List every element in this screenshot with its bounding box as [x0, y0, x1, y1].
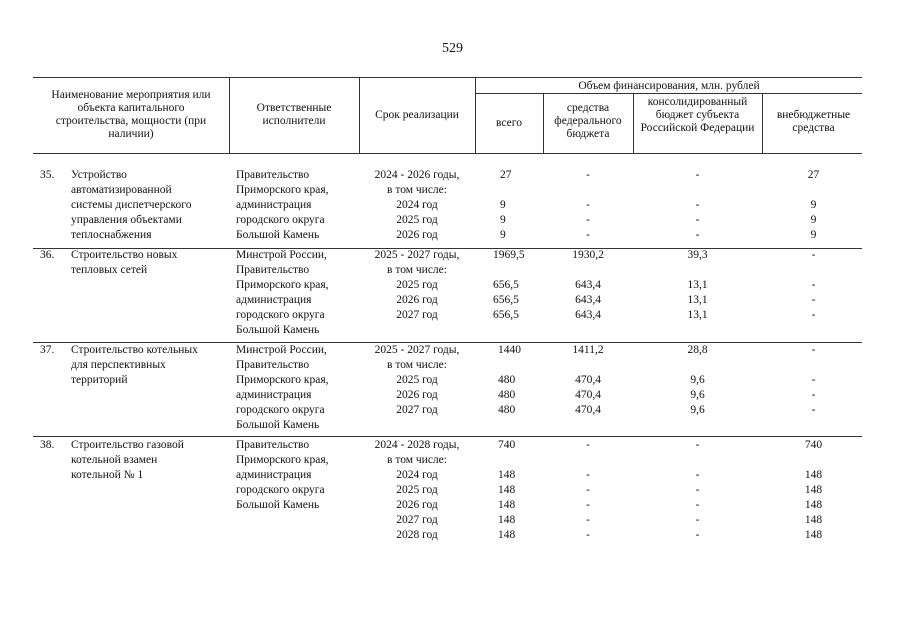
- header-extrabudget: внебюджетные средства: [776, 109, 851, 134]
- row-number: 36.: [40, 249, 55, 261]
- row-total: 1440 480 480 480: [498, 344, 521, 416]
- header-divider-4: [543, 93, 544, 153]
- row-federal: - - - -: [586, 169, 590, 241]
- financing-subheader-rule: [475, 93, 862, 94]
- header-top-rule: [33, 77, 862, 78]
- header-consolidated: консолидированный бюджет субъекта Российской Федерации: [640, 96, 755, 134]
- row-extrabudget: 740 148 148 148 148 148: [804, 439, 823, 541]
- header-divider-3: [475, 77, 476, 153]
- header-executors: Ответственные исполнители: [256, 102, 332, 127]
- row-term: 2025 - 2027 годы, в том числе: 2025 год 2026 год 2027 год: [374, 249, 460, 321]
- row-consolidated: - - - - - -: [695, 439, 700, 541]
- header-financing: Объем финансирования, млн. рублей: [578, 80, 760, 92]
- header-divider-1: [229, 77, 230, 153]
- row-federal: 1411,2 470,4 470,4 470,4: [572, 344, 604, 416]
- header-bottom-rule: [33, 153, 862, 154]
- row-extrabudget: 27 9 9 9: [807, 169, 820, 241]
- row-total: 1969,5 656,5 656,5 656,5: [493, 249, 525, 321]
- row-executors: Минстрой России, Правительство Приморского края, администрация городского округа Большой Камень: [236, 249, 329, 336]
- row-number: 35.: [40, 169, 55, 181]
- header-total: всего: [496, 117, 522, 129]
- row-extrabudget: - - - -: [811, 249, 816, 321]
- header-federal: средства федерального бюджета: [554, 102, 622, 140]
- row-extrabudget: - - - -: [811, 344, 816, 416]
- row-total: 740 148 148 148 148 148: [498, 439, 516, 541]
- header-divider-6: [762, 93, 763, 153]
- row-separator-3: [33, 436, 862, 437]
- header-name: Наименование мероприятия или объекта капитального строительства, мощности (при наличии): [51, 89, 211, 140]
- row-executors: Правительство Приморского края, администрация городского округа Большой Камень: [236, 439, 329, 511]
- row-consolidated: 39,3 13,1 13,1 13,1: [687, 249, 708, 321]
- row-term: 2024 - 2026 годы, в том числе: 2024 год 2025 год 2026 год: [374, 169, 460, 241]
- row-number: 38.: [40, 439, 55, 451]
- row-federal: - - - - - -: [586, 439, 590, 541]
- row-term: 2024 - 2028 годы, в том числе: 2024 год 2025 год 2026 год 2027 год 2028 год: [374, 439, 460, 541]
- row-name: Строительство котельных для перспективных территорий: [71, 344, 198, 386]
- row-federal: 1930,2 643,4 643,4 643,4: [572, 249, 604, 321]
- header-term: Срок реализации: [375, 109, 459, 121]
- page-number: 529: [442, 41, 463, 56]
- row-consolidated: 28,8 9,6 9,6 9,6: [687, 344, 708, 416]
- row-name: Строительство газовой котельной взамен котельной № 1: [71, 439, 184, 481]
- row-name: Строительство новых тепловых сетей: [71, 249, 178, 276]
- row-name: Устройство автоматизированной системы диспетчерского управления объектами теплоснабжения: [71, 169, 192, 241]
- row-executors: Минстрой России, Правительство Приморского края, администрация городского округа Большой Камень: [236, 344, 329, 431]
- row-consolidated: - - - -: [695, 169, 700, 241]
- row-executors: Правительство Приморского края, администрация городского округа Большой Камень: [236, 169, 329, 241]
- row-term: 2025 - 2027 годы, в том числе: 2025 год 2026 год 2027 год: [374, 344, 460, 416]
- header-divider-5: [633, 93, 634, 153]
- row-number: 37.: [40, 344, 55, 356]
- row-total: 27 9 9 9: [500, 169, 512, 241]
- header-divider-2: [359, 77, 360, 153]
